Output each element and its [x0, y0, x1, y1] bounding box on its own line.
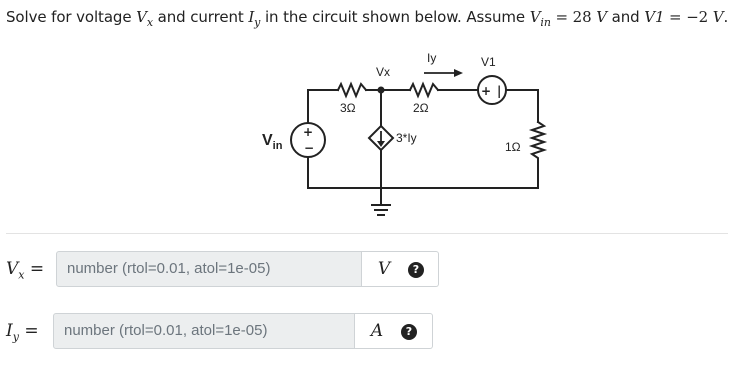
vx-label: Vx [376, 65, 391, 79]
vx-answer-input[interactable]: number (rtol=0.01, atol=1e-05) [56, 251, 362, 287]
vx-node-dot [378, 87, 385, 94]
vin-minus-sign: − [304, 141, 315, 155]
question-text-part: Solve for voltage [6, 8, 137, 26]
question-text-part: in the circuit shown below. Assume [260, 8, 530, 26]
vx-help-icon[interactable]: ? [408, 262, 424, 278]
section-divider [6, 233, 728, 234]
wire-right-top [506, 90, 538, 122]
iy-arrowhead [454, 69, 463, 77]
iy-unit-group [355, 313, 433, 349]
question-text-part: and [606, 8, 645, 26]
r2-value-label: 2Ω [413, 101, 429, 115]
iy-unit-label: A [370, 321, 384, 341]
wire-right-bottom [308, 158, 538, 188]
v1-plus-sign: + [481, 84, 492, 98]
v1-unit: V [712, 8, 724, 26]
iy-answer-input[interactable]: number (rtol=0.01, atol=1e-05) [53, 313, 355, 349]
iy-label: Iy [427, 51, 437, 65]
answer-row-iy [6, 313, 446, 351]
iy-help-icon[interactable]: ? [401, 324, 417, 340]
answer-label-vx: $V_x$ = [6, 259, 45, 282]
vx-unit-group [362, 251, 439, 287]
vin-plus-sign: + [303, 125, 314, 139]
v1-symbol: V1 [644, 8, 665, 26]
resistor-3ohm [338, 84, 366, 96]
vx-unit-label: V [377, 259, 391, 279]
vx-symbol: $V_x$ [136, 8, 153, 29]
answer-row-vx [6, 251, 446, 289]
v1-value: = −2 [664, 8, 713, 26]
resistor-2ohm [410, 84, 438, 96]
resistor-1ohm [532, 122, 544, 162]
wire-left-top [308, 90, 338, 122]
vin-label: $V_{in}$ [262, 132, 283, 152]
dependent-source-label: 3*Iy [396, 131, 417, 145]
vin-symbol: $V_{in}$ [529, 8, 551, 29]
v1-label: V1 [481, 55, 496, 69]
question-text-part: and current [153, 8, 249, 26]
iy-symbol: $I_y$ [248, 8, 261, 29]
v1-minus-sign: | [497, 84, 502, 98]
answer-label-iy: $I_y$ = [6, 321, 39, 344]
vin-value: = 28 [550, 8, 597, 26]
r3-value-label: 1Ω [505, 140, 521, 154]
vin-unit: V [596, 8, 607, 26]
question-text-part: . [723, 8, 729, 26]
r1-value-label: 3Ω [340, 101, 356, 115]
